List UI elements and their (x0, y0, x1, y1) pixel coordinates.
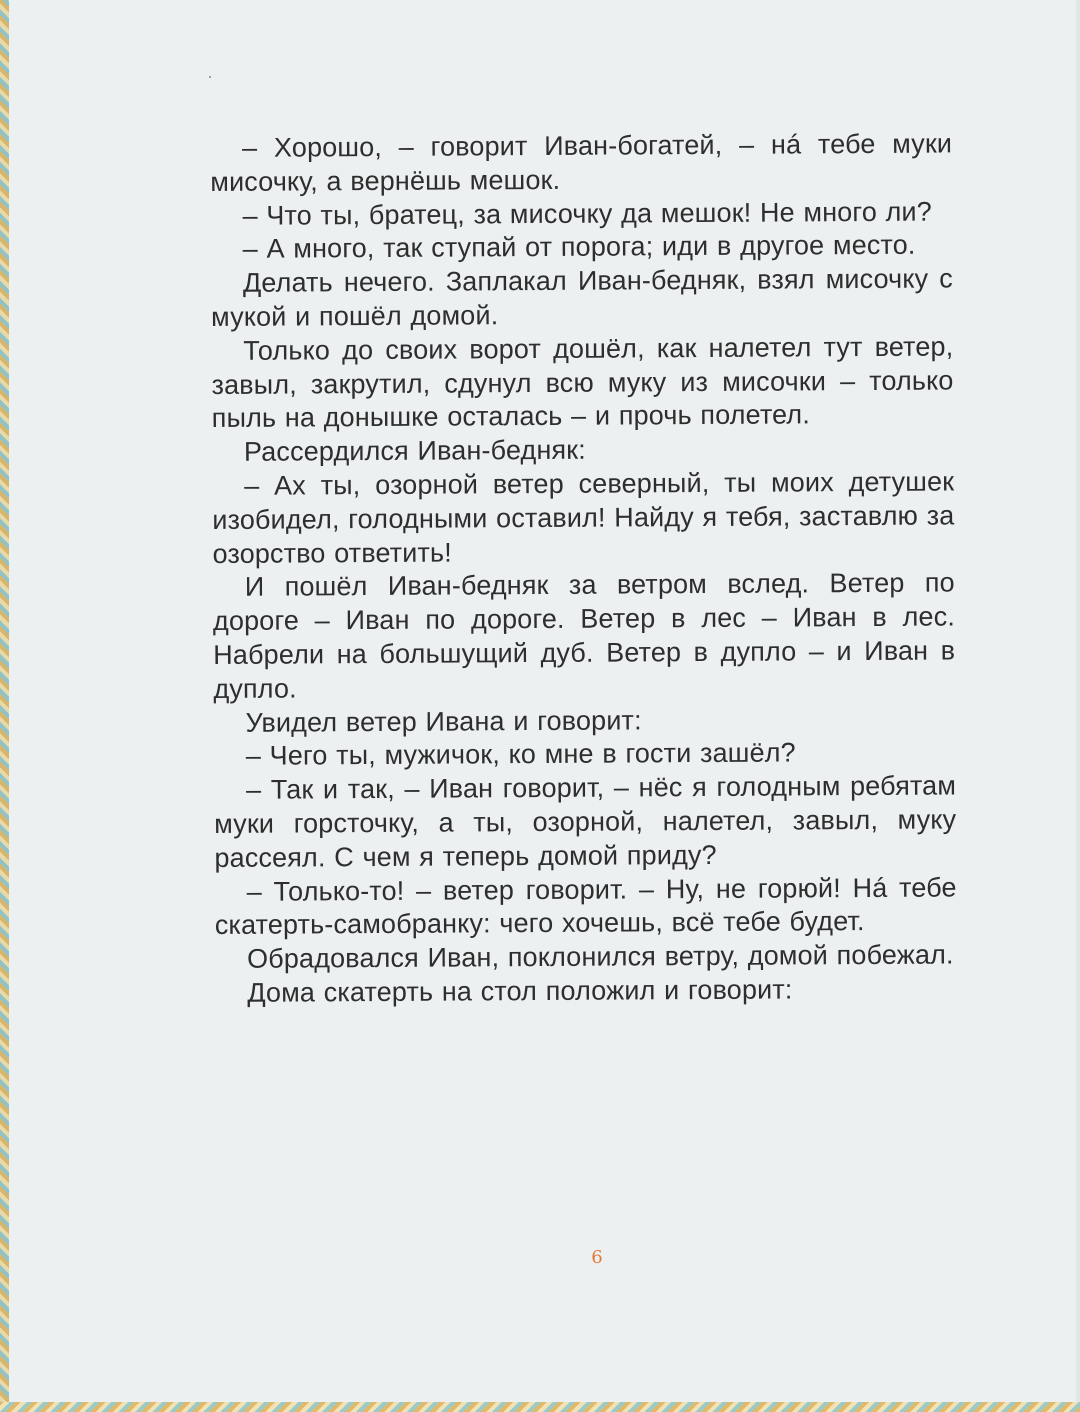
paragraph: – Хорошо, – говорит Иван-богатей, – нá тебе муки мисочку, а вернёшь мешок. (210, 128, 953, 197)
decorative-border-bottom (0, 1402, 1080, 1412)
paragraph: Рассердился Иван-бедняк: (243, 434, 586, 467)
decorative-border-left (0, 0, 9, 1412)
paragraph: – Ах ты, озорной ветер северный, ты моих детушек изобидел, голодными оставил! Найду я тебя, заставлю за озорство ответить! (212, 466, 955, 569)
paragraph: Делать нечего. Заплакал Иван-бедняк, взял мисочку с мукой и пошёл домой. (211, 263, 954, 332)
paragraph: – А много, так ступай от порога; иди в другое место. (242, 230, 916, 265)
paragraph: – Только-то! – ветер говорит. – Ну, не горюй! Нá тебе скатерть-самобранку: чего хочешь, всё тебе будет. (214, 871, 957, 941)
paper-speck (209, 76, 211, 78)
paragraph: Обрадовался Иван, поклонился ветру, домой побежал. (246, 939, 954, 974)
paragraph: Дома скатерть на стол положил и говорит: (247, 974, 793, 1008)
page-edge-right (1076, 0, 1080, 1412)
paragraph: – Так и так, – Иван говорит, – нёс я голодным ребятам муки горсточку, а ты, озорной, налетел, завыл, муку рассеял. С чем я теперь домой приду? (214, 770, 957, 873)
paragraph: – Чего ты, мужичок, ко мне в гости зашёл? (245, 737, 796, 772)
paragraph: – Что ты, братец, за мисочку да мешок! Не много ли? (242, 196, 932, 231)
page-number: 6 (591, 1247, 603, 1268)
paragraph: Увидел ветер Ивана и говорит: (245, 704, 642, 738)
story-text (210, 127, 957, 1010)
paragraph: И пошёл Иван-бедняк за ветром вслед. Ветер по дороге – Иван по дороге. Ветер в лес – Иван в лес. Набрели на большущий дуб. Ветер в дупло – и Иван в дупло. (212, 567, 956, 704)
paragraph: Только до своих ворот дошёл, как налетел тут ветер, завыл, закрутил, сдунул всю муку из мисочки – только пыль на донышке осталась – и прочь полетел. (211, 331, 954, 434)
